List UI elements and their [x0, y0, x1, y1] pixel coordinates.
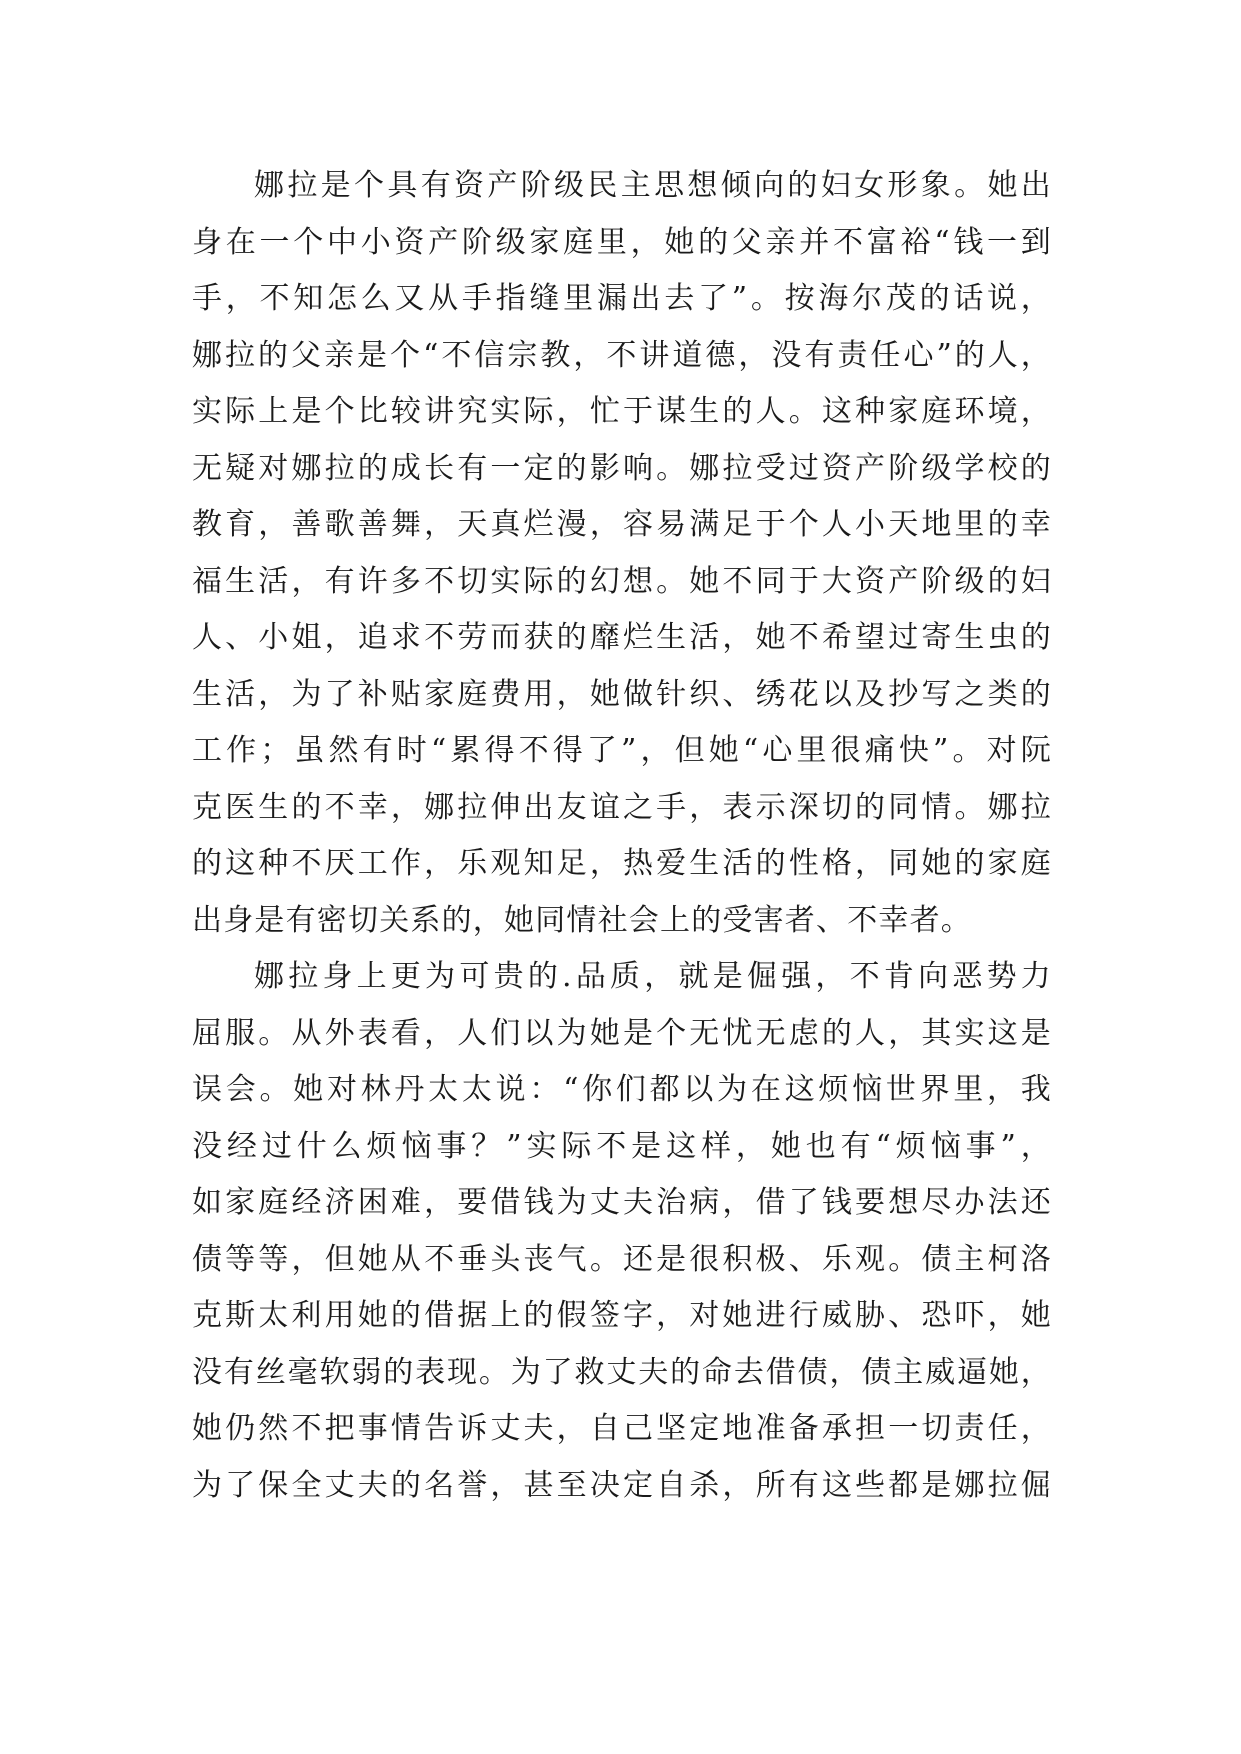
text-line: 如家庭经济困难，要借钱为丈夫治病，借了钱要想尽办法还 [192, 1185, 1052, 1220]
text-line: 克斯太利用她的借据上的假签字，对她进行威胁、恐吓，她 [192, 1298, 1052, 1333]
text-line: 教育，善歌善舞，天真烂漫，容易满足于个人小天地里的幸 [192, 507, 1052, 542]
text-line: 没有丝毫软弱的表现。为了救丈夫的命去借债，债主威逼她， [192, 1354, 1052, 1390]
text-line: 实际上是个比较讲究实际，忙于谋生的人。这种家庭环境， [192, 394, 1052, 429]
text-line: 工作；虽然有时“累得不得了”，但她“心里很痛快”。对阮 [192, 733, 1052, 768]
text-line: 娜拉的父亲是个“不信宗教，不讲道德，没有责任心”的人， [192, 337, 1052, 373]
text-line: 出身是有密切关系的，她同情社会上的受害者、不幸者。 [192, 902, 972, 938]
body-text [192, 158, 1052, 1514]
paragraph-1 [192, 158, 1052, 949]
text-line: 屈服。从外表看，人们以为她是个无忧无虑的人，其实这是 [192, 1015, 1052, 1051]
text-line: 娜拉是个具有资产阶级民主思想倾向的妇女形象。她出 [254, 168, 1052, 203]
text-line: 为了保全丈夫的名誉，甚至决定自杀，所有这些都是娜拉倔 [192, 1467, 1052, 1503]
text-line: 福生活，有许多不切实际的幻想。她不同于大资产阶级的妇 [192, 563, 1052, 599]
text-line: 没经过什么烦恼事？”实际不是这样，她也有“烦恼事”， [192, 1128, 1052, 1164]
text-line: 她仍然不把事情告诉丈夫，自己坚定地准备承担一切责任， [192, 1411, 1052, 1446]
text-line: 无疑对娜拉的成长有一定的影响。娜拉受过资产阶级学校的 [192, 450, 1052, 486]
text-line: 生活，为了补贴家庭费用，她做针织、绣花以及抄写之类的 [192, 676, 1052, 712]
text-line: 的这种不厌工作，乐观知足，热爱生活的性格，同她的家庭 [192, 846, 1052, 881]
text-line: 克医生的不幸，娜拉伸出友谊之手，表示深切的同情。娜拉 [192, 789, 1052, 825]
text-line: 人、小姐，追求不劳而获的靡烂生活，她不希望过寄生虫的 [192, 620, 1052, 655]
text-line: 娜拉身上更为可贵的.品质，就是倔强，不肯向恶势力 [254, 959, 1052, 994]
text-line: 手，不知怎么又从手指缝里漏出去了”。按海尔茂的话说， [192, 281, 1052, 316]
paragraph-2 [192, 949, 1052, 1514]
text-line: 债等等，但她从不垂头丧气。还是很积极、乐观。债主柯洛 [192, 1241, 1052, 1277]
text-line: 身在一个中小资产阶级家庭里，她的父亲并不富裕“钱一到 [192, 224, 1052, 260]
text-line: 误会。她对林丹太太说：“你们都以为在这烦恼世界里，我 [192, 1072, 1052, 1107]
